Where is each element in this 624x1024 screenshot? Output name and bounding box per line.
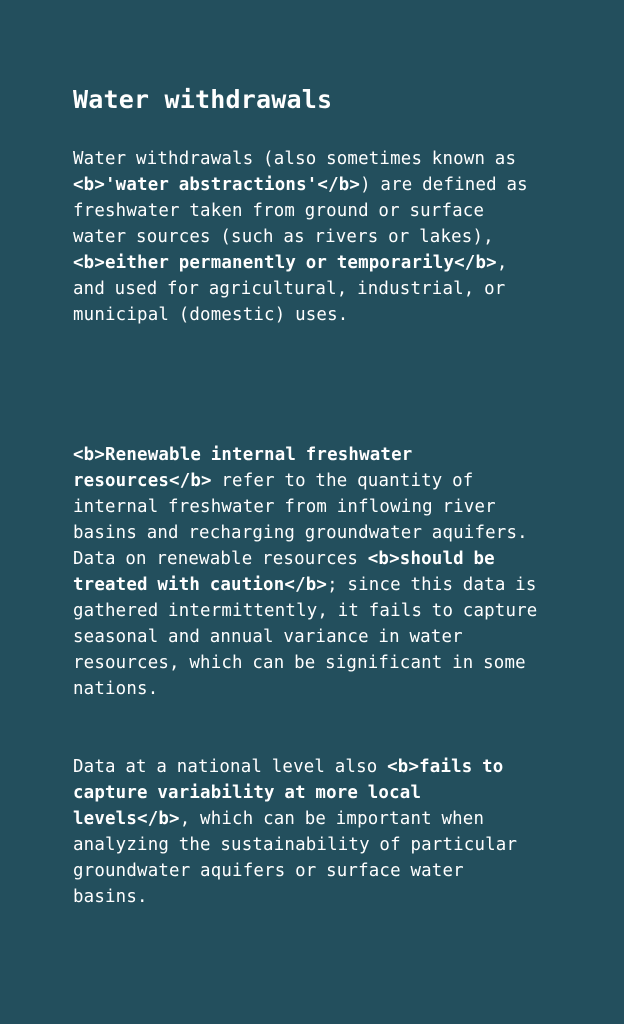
bold-text-run: <b>either permanently or temporarily</b> bbox=[73, 253, 497, 273]
bold-text-run: <b>should be treated with caution</b> bbox=[73, 549, 495, 595]
text-run: refer to the quantity of internal freshwater from inflowing river basins and recharging groundwater aquifers. Data on renewable resources bbox=[73, 471, 528, 569]
text-run: Water withdrawals (also sometimes known as bbox=[73, 149, 517, 169]
text-run: , which can be important when analyzing the sustainability of particular groundwater aquifers or surface water basins. bbox=[73, 809, 518, 907]
bold-text-run: <b>Renewable internal freshwater resources</b> bbox=[73, 445, 413, 491]
text-run: Data at a national level also bbox=[73, 757, 388, 777]
paragraph-renewable-resources bbox=[73, 442, 543, 702]
text-run: , and used for agricultural, industrial, or municipal (domestic) uses. bbox=[73, 253, 508, 325]
bold-text-run: <b>'water abstractions'</b> bbox=[73, 175, 361, 195]
bold-text-run: <b>fails to capture variability at more local levels</b> bbox=[73, 757, 504, 829]
paragraph-water-withdrawals bbox=[73, 146, 543, 328]
paragraph-national-level bbox=[73, 754, 543, 910]
text-run: ; since this data is gathered intermittently, it fails to capture seasonal and annual variance in water resources, which can be significant in some nations. bbox=[73, 575, 538, 699]
page-title: Water withdrawals bbox=[73, 85, 333, 114]
text-run: ) are defined as freshwater taken from ground or surface water sources (such as rivers or lakes), bbox=[73, 175, 528, 247]
